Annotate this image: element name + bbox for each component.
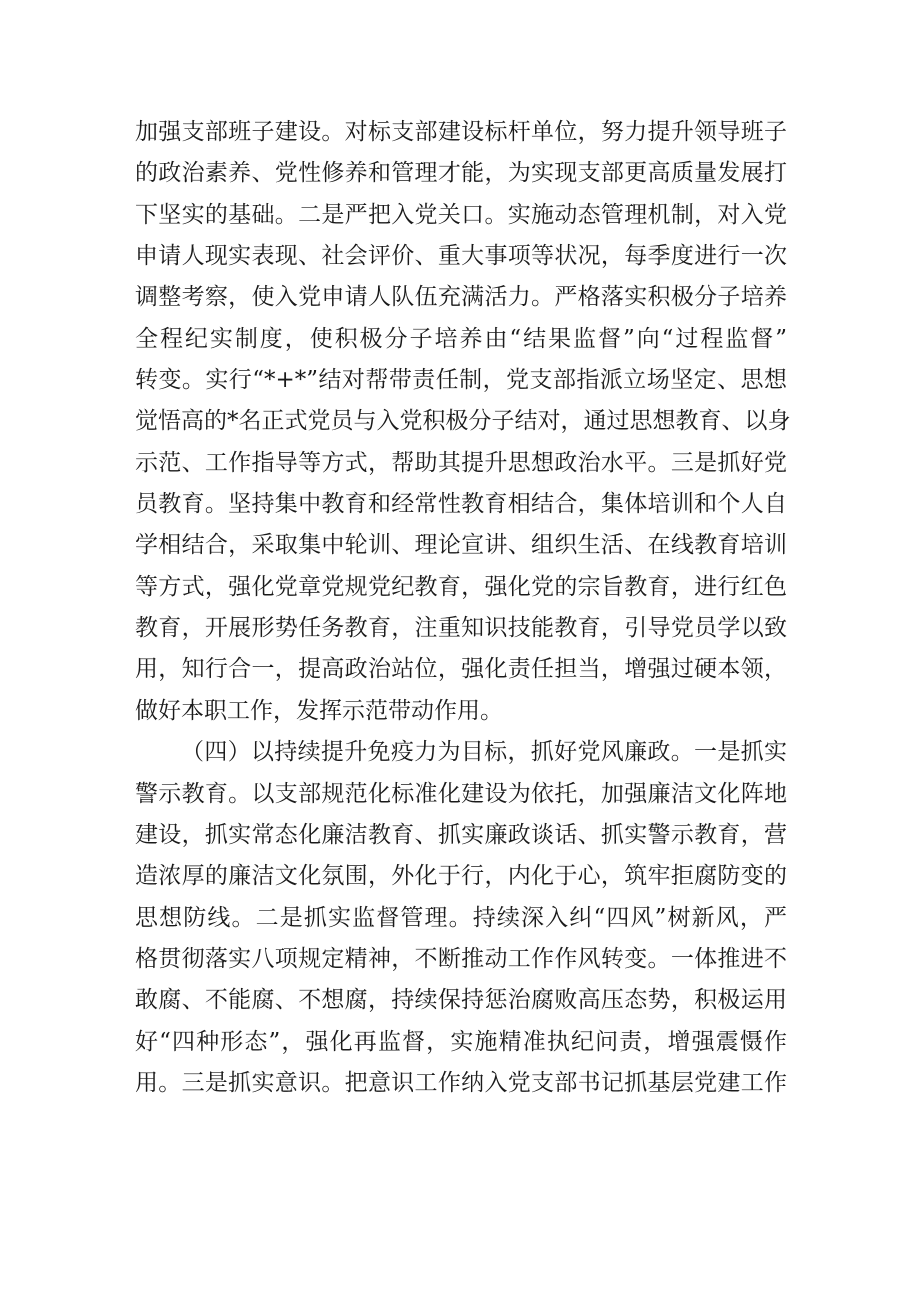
text-line: 调整考察，使入党申请人队伍充满活力。严格落实积极分子培养 [135,284,787,311]
body-text [135,112,791,1104]
section-heading-line: （四）以持续提升免疫力为目标，抓好党风廉政。一是抓实 [181,739,787,766]
text-line: 好“四种形态”，强化再监督，实施精准执纪问责，增强震慑作 [135,1028,787,1055]
text-line: 教育，开展形势任务教育，注重知识技能教育，引导党员学以致 [135,615,787,642]
text-line: 全程纪实制度，使积极分子培养由“结果监督”向“过程监督” [135,325,787,352]
text-line: 转变。实行“*+*”结对帮带责任制，党支部指派立场坚定、思想 [135,367,787,394]
text-line: 示范、工作指导等方式，帮助其提升思想政治水平。三是抓好党 [135,449,787,476]
text-line: 思想防线。二是抓实监督管理。持续深入纠“四风”树新风，严 [135,904,787,931]
text-line: 的政治素养、党性修养和管理才能，为实现支部更高质量发展打 [135,160,787,187]
text-line: 觉悟高的*名正式党员与入党积极分子结对，通过思想教育、以身 [135,408,791,435]
text-line: 员教育。坚持集中教育和经常性教育相结合，集体培训和个人自 [135,491,787,518]
text-line: 格贯彻落实八项规定精神，不断推动工作作风转变。一体推进不 [135,945,787,972]
text-line: 学相结合，采取集中轮训、理论宣讲、组织生活、在线教育培训 [135,532,787,559]
text-line: 用，知行合一，提高政治站位，强化责任担当，增强过硬本领， [135,656,787,683]
text-line: 敢腐、不能腐、不想腐，持续保持惩治腐败高压态势，积极运用 [135,987,787,1014]
text-line: 加强支部班子建设。对标支部建设标杆单位，努力提升领导班子 [135,119,787,145]
text-line: 下坚实的基础。二是严把入党关口。实施动态管理机制，对入党 [135,201,787,228]
text-line: 建设，抓实常态化廉洁教育、抓实廉政谈话、抓实警示教育，营 [135,821,787,848]
paragraph-end-line: 做好本职工作，发挥示范带动作用。 [135,697,503,724]
text-line: 警示教育。以支部规范化标准化建设为依托，加强廉洁文化阵地 [135,780,787,807]
text-line: 用。三是抓实意识。把意识工作纳入党支部书记抓基层党建工作 [135,1069,787,1096]
text-line: 造浓厚的廉洁文化氛围，外化于行，内化于心，筑牢拒腐防变的 [135,863,787,890]
text-line: 申请人现实表现、社会评价、重大事项等状况，每季度进行一次 [135,243,787,270]
text-line: 等方式，强化党章党规党纪教育，强化党的宗旨教育，进行红色 [135,573,787,600]
